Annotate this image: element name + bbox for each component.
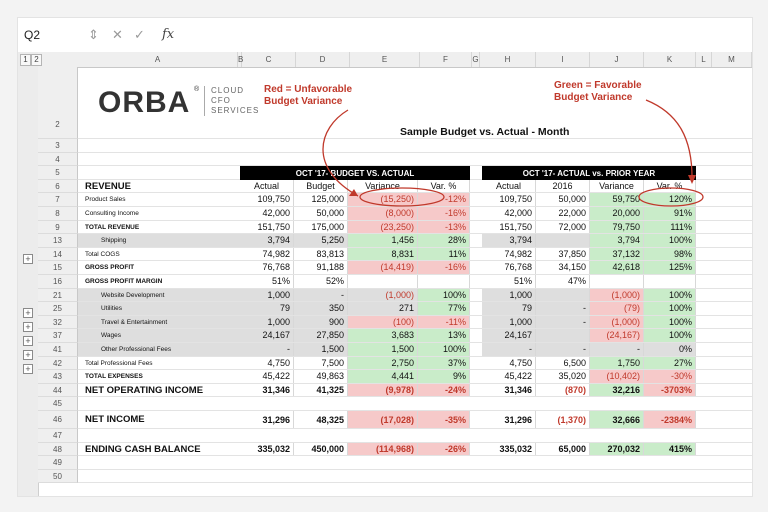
value-cell[interactable]: (114,968) bbox=[348, 443, 418, 456]
value-cell[interactable]: 109,750 bbox=[240, 193, 294, 206]
value-cell[interactable]: 42,000 bbox=[240, 207, 294, 220]
value-cell[interactable]: (100) bbox=[348, 316, 418, 329]
logo-brand: ORBA bbox=[98, 86, 191, 119]
value-cell[interactable]: 1,000 bbox=[240, 289, 294, 302]
value-cell[interactable]: 51% bbox=[482, 275, 536, 288]
value-cell[interactable]: 151,750 bbox=[482, 221, 536, 234]
value-cell[interactable]: (79) bbox=[590, 302, 644, 315]
column-label[interactable]: Variance bbox=[348, 180, 418, 193]
row-header[interactable]: 48 bbox=[38, 443, 78, 457]
row-header[interactable]: 42 bbox=[38, 357, 78, 371]
column-header[interactable]: D bbox=[296, 52, 350, 67]
value-cell[interactable]: 1,456 bbox=[348, 234, 418, 247]
value-cell[interactable] bbox=[348, 275, 418, 288]
expand-icon[interactable]: + bbox=[23, 322, 33, 332]
value-cell[interactable]: 900 bbox=[294, 316, 348, 329]
column-header[interactable]: K bbox=[644, 52, 696, 67]
value-cell[interactable]: - bbox=[536, 302, 590, 315]
row-header[interactable]: 32 bbox=[38, 316, 78, 330]
row-label[interactable]: TOTAL EXPENSES bbox=[85, 373, 143, 381]
value-cell[interactable]: 100% bbox=[418, 289, 470, 302]
value-cell[interactable]: -12% bbox=[418, 193, 470, 206]
table-row bbox=[78, 411, 752, 429]
value-cell[interactable]: 42,618 bbox=[590, 261, 644, 274]
table-row bbox=[78, 193, 752, 207]
column-label[interactable]: Actual bbox=[482, 180, 536, 193]
value-cell[interactable]: 32,216 bbox=[590, 384, 644, 397]
table-row bbox=[78, 316, 752, 330]
value-cell[interactable]: 125,000 bbox=[294, 193, 348, 206]
column-label[interactable]: Actual bbox=[240, 180, 294, 193]
table-row bbox=[78, 302, 752, 316]
value-cell[interactable]: -13% bbox=[418, 221, 470, 234]
value-cell[interactable]: 79,750 bbox=[590, 221, 644, 234]
value-cell[interactable]: 3,794 bbox=[590, 234, 644, 247]
value-cell[interactable]: 100% bbox=[644, 234, 696, 247]
table-row bbox=[78, 370, 752, 384]
row-label[interactable]: Wages bbox=[101, 332, 121, 340]
column-label[interactable]: Budget bbox=[294, 180, 348, 193]
value-cell[interactable]: 49,863 bbox=[294, 370, 348, 383]
expand-icon[interactable]: + bbox=[23, 364, 33, 374]
value-cell[interactable]: -16% bbox=[418, 207, 470, 220]
value-cell[interactable]: 7,500 bbox=[294, 357, 348, 370]
column-header[interactable]: H bbox=[480, 52, 536, 67]
value-cell[interactable]: 45,422 bbox=[240, 370, 294, 383]
table-row bbox=[78, 261, 752, 275]
cancel-icon[interactable]: ✕ bbox=[112, 27, 123, 42]
row-header[interactable]: 9 bbox=[38, 221, 78, 235]
value-cell[interactable]: 9% bbox=[418, 370, 470, 383]
column-header[interactable]: E bbox=[350, 52, 420, 67]
logo-tagline: CLOUD CFO SERVICES bbox=[204, 86, 259, 116]
table-row bbox=[78, 180, 752, 194]
value-cell[interactable] bbox=[536, 234, 590, 247]
value-cell[interactable]: -3703% bbox=[644, 384, 696, 397]
value-cell[interactable]: -16% bbox=[418, 261, 470, 274]
value-cell[interactable]: -26% bbox=[418, 443, 470, 456]
value-cell[interactable]: (23,250) bbox=[348, 221, 418, 234]
value-cell[interactable]: 76,768 bbox=[240, 261, 294, 274]
column-header[interactable]: I bbox=[536, 52, 590, 67]
value-cell[interactable]: 59,750 bbox=[590, 193, 644, 206]
value-cell[interactable]: 2,750 bbox=[348, 357, 418, 370]
row-header[interactable]: 47 bbox=[38, 429, 78, 443]
row-header[interactable]: 14 bbox=[38, 248, 78, 262]
row-label[interactable]: Website Development bbox=[101, 291, 165, 299]
row-header[interactable]: 4 bbox=[38, 153, 78, 167]
outline-level-button[interactable]: 2 bbox=[31, 54, 42, 66]
value-cell[interactable]: 1,500 bbox=[294, 343, 348, 356]
table-row bbox=[78, 234, 752, 248]
value-cell[interactable]: 76,768 bbox=[482, 261, 536, 274]
row-header[interactable]: 7 bbox=[38, 193, 78, 207]
table-row bbox=[78, 221, 752, 235]
value-cell[interactable]: 24,167 bbox=[482, 329, 536, 342]
column-header[interactable]: L bbox=[696, 52, 712, 67]
value-cell[interactable]: 79 bbox=[240, 302, 294, 315]
value-cell[interactable]: -24% bbox=[418, 384, 470, 397]
value-cell[interactable]: 50,000 bbox=[294, 207, 348, 220]
value-cell[interactable]: (10,402) bbox=[590, 370, 644, 383]
expand-icon[interactable]: + bbox=[23, 336, 33, 346]
unfavorable-annotation: Red = Unfavorable Budget Variance bbox=[264, 84, 353, 107]
value-cell[interactable]: 48,325 bbox=[294, 411, 348, 428]
value-cell[interactable]: 27,850 bbox=[294, 329, 348, 342]
value-cell[interactable]: 415% bbox=[644, 443, 696, 456]
value-cell[interactable]: 47% bbox=[536, 275, 590, 288]
row-label[interactable]: Total Professional Fees bbox=[85, 359, 153, 367]
formula-bar bbox=[18, 18, 752, 53]
value-cell[interactable]: (17,028) bbox=[348, 411, 418, 428]
value-cell[interactable]: (8,000) bbox=[348, 207, 418, 220]
column-label[interactable]: 2016 bbox=[536, 180, 590, 193]
value-cell[interactable]: 1,750 bbox=[590, 357, 644, 370]
outline-level-button[interactable]: 1 bbox=[20, 54, 31, 66]
value-cell[interactable]: (15,250) bbox=[348, 193, 418, 206]
value-cell[interactable]: 3,683 bbox=[348, 329, 418, 342]
expand-icon[interactable]: + bbox=[23, 308, 33, 318]
spreadsheet[interactable] bbox=[17, 17, 753, 497]
value-cell[interactable]: 31,296 bbox=[240, 411, 294, 428]
value-cell[interactable]: 31,346 bbox=[240, 384, 294, 397]
value-cell[interactable]: - bbox=[536, 316, 590, 329]
value-cell[interactable]: - bbox=[482, 343, 536, 356]
table-row bbox=[78, 470, 752, 484]
value-cell[interactable]: 11% bbox=[418, 248, 470, 261]
value-cell[interactable]: 100% bbox=[418, 343, 470, 356]
row-header[interactable]: 6 bbox=[38, 180, 78, 194]
table-row bbox=[78, 443, 752, 457]
value-cell[interactable]: 100% bbox=[644, 289, 696, 302]
value-cell[interactable]: 100% bbox=[644, 329, 696, 342]
table-row bbox=[78, 207, 752, 221]
value-cell[interactable]: -11% bbox=[418, 316, 470, 329]
value-cell[interactable]: 51% bbox=[240, 275, 294, 288]
section-header: OCT '17- BUDGET VS. ACTUAL bbox=[240, 166, 470, 180]
value-cell[interactable]: 31,346 bbox=[482, 384, 536, 397]
value-cell[interactable]: 20,000 bbox=[590, 207, 644, 220]
value-cell[interactable]: 34,150 bbox=[536, 261, 590, 274]
row-header[interactable]: 16 bbox=[38, 275, 78, 289]
table-row bbox=[78, 397, 752, 411]
value-cell[interactable]: 8,831 bbox=[348, 248, 418, 261]
value-cell[interactable]: 5,250 bbox=[294, 234, 348, 247]
value-cell[interactable]: - bbox=[536, 343, 590, 356]
row-label[interactable]: Travel & Entertainment bbox=[101, 318, 168, 326]
value-cell[interactable] bbox=[590, 275, 644, 288]
value-cell[interactable]: 4,750 bbox=[240, 357, 294, 370]
value-cell[interactable]: 42,000 bbox=[482, 207, 536, 220]
row-header[interactable]: 50 bbox=[38, 470, 78, 484]
value-cell[interactable]: (1,370) bbox=[536, 411, 590, 428]
value-cell[interactable]: 1,000 bbox=[240, 316, 294, 329]
expand-icon[interactable]: + bbox=[23, 350, 33, 360]
value-cell[interactable]: 77% bbox=[418, 302, 470, 315]
table-row bbox=[78, 153, 752, 167]
value-cell[interactable]: (1,000) bbox=[348, 289, 418, 302]
column-header[interactable]: B bbox=[238, 52, 242, 67]
value-cell[interactable]: -35% bbox=[418, 411, 470, 428]
sheet-title: Sample Budget vs. Actual - Month bbox=[400, 126, 570, 138]
value-cell[interactable]: 175,000 bbox=[294, 221, 348, 234]
value-cell[interactable]: 350 bbox=[294, 302, 348, 315]
column-header[interactable]: J bbox=[590, 52, 644, 67]
value-cell[interactable]: 50,000 bbox=[536, 193, 590, 206]
row-label[interactable]: Total COGS bbox=[85, 250, 120, 258]
row-label[interactable]: TOTAL REVENUE bbox=[85, 223, 140, 231]
row-label[interactable]: REVENUE bbox=[85, 180, 131, 192]
outline-gutter bbox=[18, 52, 39, 496]
column-header[interactable]: G bbox=[472, 52, 480, 67]
value-cell[interactable]: 100% bbox=[644, 302, 696, 315]
value-cell[interactable]: 100% bbox=[644, 316, 696, 329]
value-cell[interactable]: 24,167 bbox=[240, 329, 294, 342]
value-cell[interactable]: 6,500 bbox=[536, 357, 590, 370]
row-header[interactable]: 25 bbox=[38, 302, 78, 316]
value-cell[interactable]: 335,032 bbox=[482, 443, 536, 456]
value-cell[interactable] bbox=[536, 329, 590, 342]
table-row bbox=[78, 275, 752, 289]
table-row bbox=[78, 329, 752, 343]
row-header[interactable]: 3 bbox=[38, 139, 78, 153]
value-cell[interactable]: (9,978) bbox=[348, 384, 418, 397]
name-box[interactable]: Q2 bbox=[24, 28, 41, 42]
function-icon[interactable]: fx bbox=[162, 27, 175, 42]
value-cell[interactable]: (870) bbox=[536, 384, 590, 397]
value-cell[interactable]: - bbox=[294, 289, 348, 302]
value-cell[interactable]: (14,419) bbox=[348, 261, 418, 274]
value-cell[interactable]: -30% bbox=[644, 370, 696, 383]
value-cell[interactable]: 1,000 bbox=[482, 289, 536, 302]
row-header[interactable]: 15 bbox=[38, 261, 78, 275]
column-headers bbox=[23, 52, 752, 68]
section-header: OCT '17- ACTUAL vs. PRIOR YEAR bbox=[482, 166, 696, 180]
value-cell[interactable]: 28% bbox=[418, 234, 470, 247]
value-cell[interactable]: 450,000 bbox=[294, 443, 348, 456]
row-header[interactable]: 41 bbox=[38, 343, 78, 357]
value-cell[interactable]: 37% bbox=[418, 357, 470, 370]
value-cell[interactable]: 72,000 bbox=[536, 221, 590, 234]
row-label[interactable]: Shipping bbox=[101, 237, 127, 245]
value-cell[interactable]: 98% bbox=[644, 248, 696, 261]
value-cell[interactable]: 32,666 bbox=[590, 411, 644, 428]
row-label[interactable]: Other Professional Fees bbox=[101, 346, 172, 353]
value-cell[interactable]: 65,000 bbox=[536, 443, 590, 456]
value-cell[interactable]: 74,982 bbox=[482, 248, 536, 261]
column-label[interactable]: Var. % bbox=[418, 180, 470, 193]
row-header[interactable]: 8 bbox=[38, 207, 78, 221]
value-cell[interactable]: 45,422 bbox=[482, 370, 536, 383]
column-label[interactable]: Variance bbox=[590, 180, 644, 193]
value-cell[interactable]: 0% bbox=[644, 343, 696, 356]
value-cell[interactable]: 13% bbox=[418, 329, 470, 342]
stepper-icon[interactable]: ⇕ bbox=[88, 27, 99, 42]
value-cell[interactable] bbox=[536, 289, 590, 302]
value-cell[interactable] bbox=[644, 275, 696, 288]
value-cell[interactable]: (24,167) bbox=[590, 329, 644, 342]
table-row bbox=[78, 357, 752, 371]
row-header[interactable]: 46 bbox=[38, 411, 78, 429]
favorable-annotation: Green = Favorable Budget Variance bbox=[554, 80, 642, 103]
value-cell[interactable]: 1,500 bbox=[348, 343, 418, 356]
row-header[interactable]: 45 bbox=[38, 397, 78, 411]
value-cell[interactable]: - bbox=[240, 343, 294, 356]
value-cell[interactable]: 3,794 bbox=[482, 234, 536, 247]
expand-icon[interactable]: + bbox=[23, 254, 33, 264]
value-cell[interactable]: 151,750 bbox=[240, 221, 294, 234]
value-cell[interactable]: 3,794 bbox=[240, 234, 294, 247]
table-row bbox=[78, 289, 752, 303]
table-row bbox=[78, 343, 752, 357]
row-label[interactable]: Product Sales bbox=[85, 196, 126, 204]
value-cell[interactable]: 37,132 bbox=[590, 248, 644, 261]
value-cell[interactable]: 22,000 bbox=[536, 207, 590, 220]
value-cell[interactable]: 31,296 bbox=[482, 411, 536, 428]
value-cell[interactable]: 37,850 bbox=[536, 248, 590, 261]
value-cell[interactable]: 335,032 bbox=[240, 443, 294, 456]
column-header[interactable]: F bbox=[420, 52, 472, 67]
row-header[interactable]: 49 bbox=[38, 456, 78, 470]
table-row bbox=[78, 384, 752, 398]
value-cell[interactable]: 111% bbox=[644, 221, 696, 234]
value-cell[interactable]: 1,000 bbox=[482, 316, 536, 329]
column-header[interactable]: M bbox=[712, 52, 752, 67]
row-header[interactable]: 43 bbox=[38, 370, 78, 384]
row-header[interactable]: 21 bbox=[38, 289, 78, 303]
value-cell[interactable]: (1,000) bbox=[590, 316, 644, 329]
value-cell[interactable]: 91% bbox=[644, 207, 696, 220]
value-cell[interactable]: 91,188 bbox=[294, 261, 348, 274]
table-row bbox=[78, 456, 752, 470]
row-label[interactable]: NET OPERATING INCOME bbox=[85, 384, 204, 396]
value-cell[interactable]: 271 bbox=[348, 302, 418, 315]
column-label[interactable]: Var. % bbox=[644, 180, 696, 193]
orba-logo: ORBA ® CLOUD CFO SERVICES bbox=[98, 86, 260, 119]
value-cell[interactable]: 27% bbox=[644, 357, 696, 370]
value-cell[interactable]: 41,325 bbox=[294, 384, 348, 397]
value-cell[interactable]: -2384% bbox=[644, 411, 696, 428]
value-cell[interactable] bbox=[418, 275, 470, 288]
row-header[interactable]: 44 bbox=[38, 384, 78, 398]
row-label[interactable]: ENDING CASH BALANCE bbox=[85, 443, 201, 455]
value-cell[interactable]: (1,000) bbox=[590, 289, 644, 302]
row-label[interactable]: GROSS PROFIT MARGIN bbox=[85, 278, 163, 285]
value-cell[interactable]: 83,813 bbox=[294, 248, 348, 261]
value-cell[interactable]: 35,020 bbox=[536, 370, 590, 383]
row-header[interactable]: 37 bbox=[38, 329, 78, 343]
row-label[interactable]: Consulting Income bbox=[85, 210, 139, 217]
column-header[interactable]: A bbox=[78, 52, 238, 67]
value-cell[interactable]: 74,982 bbox=[240, 248, 294, 261]
value-cell[interactable]: 4,441 bbox=[348, 370, 418, 383]
row-label[interactable]: NET INCOME bbox=[85, 414, 145, 425]
row-label[interactable]: Utilities bbox=[101, 305, 122, 313]
value-cell[interactable]: 79 bbox=[482, 302, 536, 315]
row-header[interactable]: 13 bbox=[38, 234, 78, 248]
value-cell[interactable]: 270,032 bbox=[590, 443, 644, 456]
value-cell[interactable]: 120% bbox=[644, 193, 696, 206]
value-cell[interactable]: 109,750 bbox=[482, 193, 536, 206]
column-header[interactable]: C bbox=[242, 52, 296, 67]
value-cell[interactable]: 4,750 bbox=[482, 357, 536, 370]
value-cell[interactable]: - bbox=[590, 343, 644, 356]
row-header[interactable]: 2 bbox=[38, 67, 78, 139]
row-label[interactable]: GROSS PROFIT bbox=[85, 264, 135, 272]
table-row bbox=[78, 248, 752, 262]
table-row bbox=[78, 139, 752, 153]
confirm-icon[interactable]: ✓ bbox=[134, 27, 145, 42]
value-cell[interactable]: 125% bbox=[644, 261, 696, 274]
value-cell[interactable]: 52% bbox=[294, 275, 348, 288]
table-row bbox=[78, 429, 752, 443]
row-header[interactable]: 5 bbox=[38, 166, 78, 180]
